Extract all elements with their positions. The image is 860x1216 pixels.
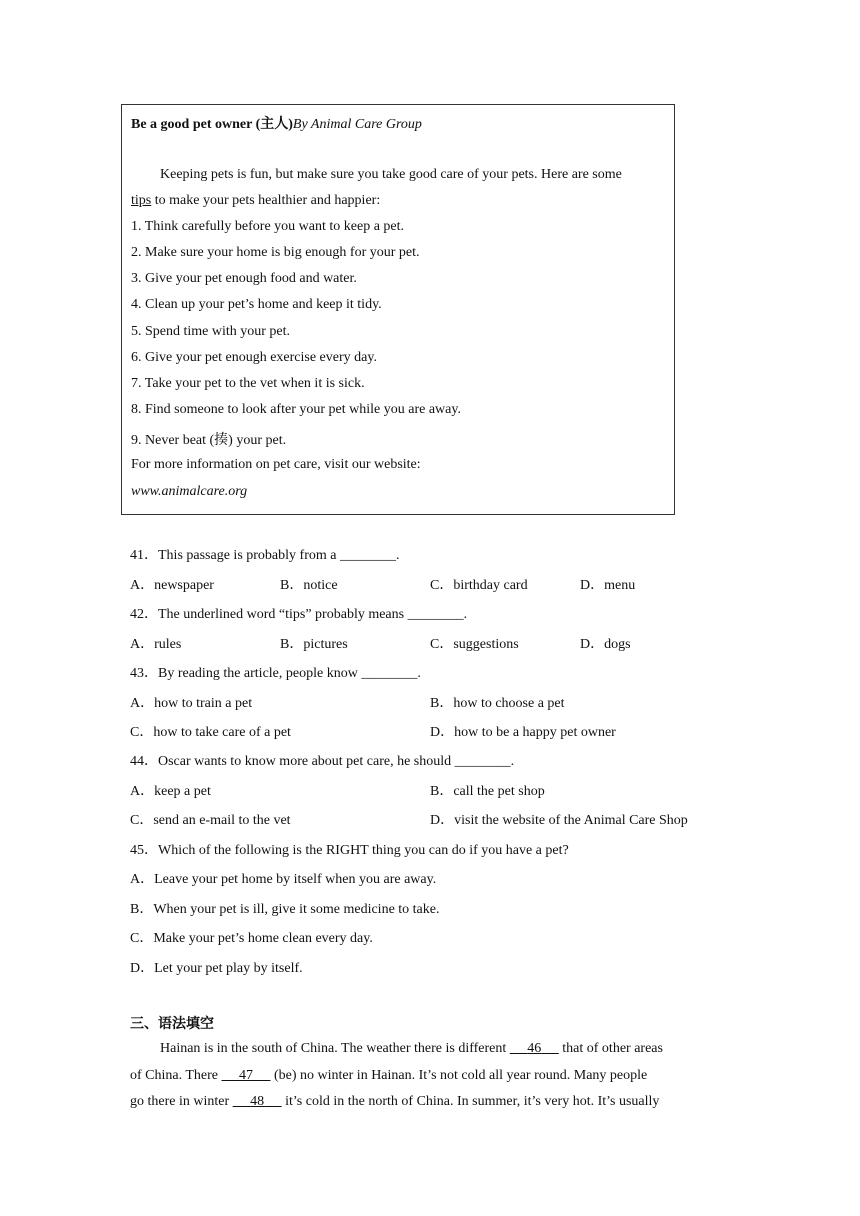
tip-item: 1. Think carefully before you want to keep a pet. — [131, 219, 405, 234]
question-41-option-b: B．notice — [280, 578, 338, 593]
blank-48-number: 48 — [250, 1094, 265, 1109]
grammar-text: it’s cold in the north of China. In summer, it’s very hot. It’s usually — [281, 1094, 660, 1109]
question-42-stem: 42．The underlined word “tips” probably means ________. — [130, 607, 468, 622]
tip-item: 7. Take your pet to the vet when it is sick. — [131, 376, 365, 391]
question-41-option-a: A．newspaper — [130, 578, 214, 593]
passage-title — [131, 113, 422, 133]
section-title-grammar-fill: 三、语法填空 — [130, 1017, 214, 1032]
tips-underlined-word: tips — [131, 193, 152, 208]
grammar-text: (be) no winter in Hainan. It’s not cold all year round. Many people — [270, 1068, 648, 1083]
grammar-text: that of other areas — [558, 1041, 663, 1056]
passage-intro-line1: Keeping pets is fun, but make sure you take good care of your pets. Here are some — [160, 167, 622, 182]
passage-author: By Animal Care Group — [292, 117, 422, 132]
question-45-option-d: D．Let your pet play by itself. — [130, 961, 303, 976]
blank-46-number: 46 — [527, 1041, 542, 1056]
question-42-option-d: D．dogs — [580, 637, 631, 652]
question-42-option-b: B．pictures — [280, 637, 348, 652]
grammar-passage-line-2 — [130, 1068, 730, 1084]
question-42-option-a: A．rules — [130, 637, 182, 652]
passage-intro-rest: to make your pets healthier and happier: — [151, 193, 381, 208]
question-44-option-c: C．send an e-mail to the vet — [130, 813, 291, 828]
question-43-option-b: B．how to choose a pet — [430, 696, 565, 711]
more-info-text: For more information on pet care, visit our website: — [131, 457, 421, 472]
question-42-option-c: C．suggestions — [430, 637, 519, 652]
question-41-stem: 41．This passage is probably from a ________. — [130, 548, 400, 563]
passage-box — [121, 104, 675, 515]
grammar-text: Hainan is in the south of China. The weather there is different — [160, 1041, 510, 1056]
tip-item: 5. Spend time with your pet. — [131, 324, 291, 339]
question-45-stem: 45．Which of the following is the RIGHT thing you can do if you have a pet? — [130, 843, 569, 858]
question-44-stem: 44．Oscar wants to know more about pet care, he should ________. — [130, 754, 515, 769]
tip-item: 8. Find someone to look after your pet while you are away. — [131, 402, 461, 417]
tip-item: 3. Give your pet enough food and water. — [131, 271, 357, 286]
tip-item: 6. Give your pet enough exercise every day. — [131, 350, 377, 365]
question-45-option-c: C．Make your pet’s home clean every day. — [130, 931, 373, 946]
tip-item: 2. Make sure your home is big enough for your pet. — [131, 245, 420, 260]
question-45-option-a: A．Leave your pet home by itself when you are away. — [130, 872, 437, 887]
tip-item: 4. Clean up your pet’s home and keep it tidy. — [131, 297, 382, 312]
passage-title-main: Be a good pet owner (主人) — [131, 117, 293, 132]
grammar-text: of China. There — [130, 1068, 222, 1083]
grammar-text: go there in winter — [130, 1094, 233, 1109]
blank-46 — [510, 1041, 559, 1056]
question-41-option-d: D．menu — [580, 578, 636, 593]
question-44-option-b: B．call the pet shop — [430, 784, 545, 799]
blank-48 — [233, 1094, 282, 1109]
question-43-option-a: A．how to train a pet — [130, 696, 253, 711]
question-45-option-b: B．When your pet is ill, give it some medicine to take. — [130, 902, 440, 917]
tip-item: 9. Never beat (揍) your pet. — [131, 433, 287, 448]
question-43-option-c: C．how to take care of a pet — [130, 725, 291, 740]
grammar-passage-line-3 — [130, 1094, 730, 1110]
passage-intro-line2 — [131, 193, 380, 209]
question-41-option-c: C．birthday card — [430, 578, 528, 593]
blank-47 — [222, 1068, 271, 1083]
question-44-option-d: D．visit the website of the Animal Care Shop — [430, 813, 688, 828]
question-43-stem: 43．By reading the article, people know ________. — [130, 666, 421, 681]
website-link-text: www.animalcare.org — [131, 484, 248, 499]
blank-47-number: 47 — [239, 1068, 253, 1083]
question-44-option-a: A．keep a pet — [130, 784, 211, 799]
grammar-passage-line-1 — [160, 1041, 730, 1057]
question-43-option-d: D．how to be a happy pet owner — [430, 725, 616, 740]
